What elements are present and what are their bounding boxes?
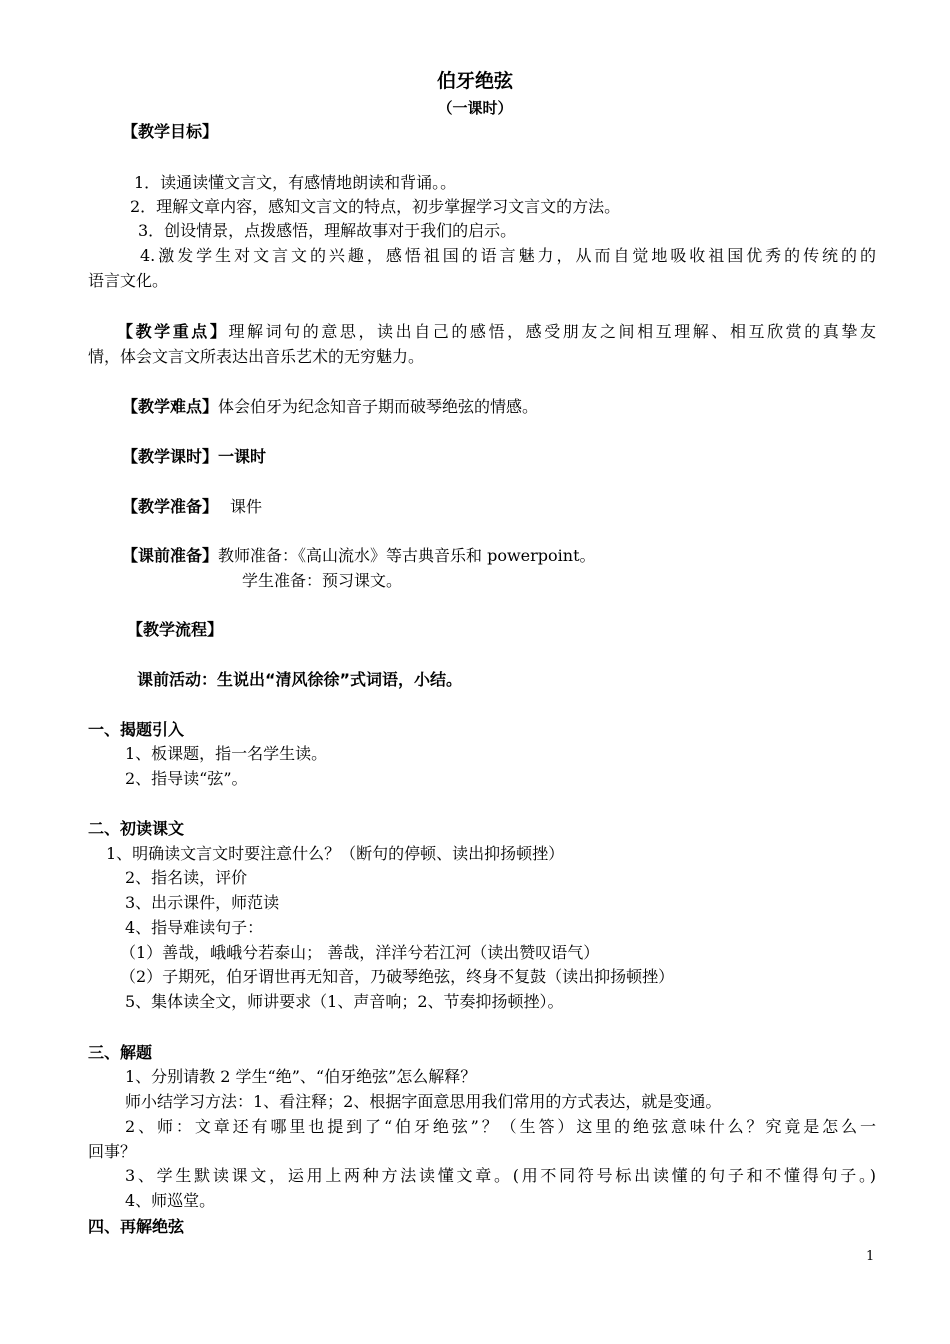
document-subtitle: （一课时） xyxy=(437,99,513,117)
goals-heading: 【教学目标】 xyxy=(122,122,219,141)
difficulty-heading: 【教学难点】 xyxy=(122,397,219,416)
key-points-line xyxy=(117,321,876,343)
list-item: 师小结学习方法：1、看注释；2、根据字面意思用我们常用的方式表达，就是变通。 xyxy=(125,1092,722,1111)
list-item: 1、分别请教 2 学生“绝”、“伯牙绝弦”怎么解释？ xyxy=(125,1067,477,1086)
list-item-continued: 回事？ xyxy=(88,1142,137,1161)
section-heading: 四、再解绝弦 xyxy=(88,1217,185,1236)
hours-text: 一课时 xyxy=(218,447,267,466)
hours-heading: 【教学课时】 xyxy=(122,447,219,466)
list-item: 4、师巡堂。 xyxy=(125,1191,216,1210)
key-points-text-continued: 情，体会文言文所表达出音乐艺术的无穷魅力。 xyxy=(88,347,425,366)
list-item: 5、集体读全文，师讲要求（1、声音响；2、节奏抑扬顿挫）。 xyxy=(125,992,564,1011)
flow-heading: 【教学流程】 xyxy=(127,620,224,639)
goal-item: 3．创设情景，点拨感悟，理解故事对于我们的启示。 xyxy=(138,221,517,240)
list-item: 2、指导读“弦”。 xyxy=(125,769,248,788)
list-item: 3、出示课件，师范读 xyxy=(125,893,280,912)
list-item: 1、明确读文言文时要注意什么？（断句的停顿、读出抑扬顿挫） xyxy=(106,844,565,863)
goal-item: 2．理解文章内容，感知文言文的特点，初步掌握学习文言文的方法。 xyxy=(130,197,621,216)
goal-item: 1．读通读懂文言文，有感情地朗读和背诵。。 xyxy=(134,173,457,192)
preparation-line xyxy=(122,496,262,518)
list-item: 3、学生默读课文，运用上两种方法读懂文章。(用不同符号标出读懂的句子和不懂得句子。) xyxy=(125,1166,876,1185)
goal-item-continued: 语言文化。 xyxy=(88,271,169,290)
list-item: （1）善哉，峨峨兮若泰山； 善哉，洋洋兮若江河（读出赞叹语气） xyxy=(120,943,600,962)
pre-class-activity: 课前活动：生说出“清风徐徐”式词语，小结。 xyxy=(137,670,463,689)
preparation-text: 课件 xyxy=(230,497,263,516)
section-heading: 一、揭题引入 xyxy=(88,720,185,739)
pre-class-teacher: 教师准备：《高山流水》等古典音乐和 powerpoint。 xyxy=(218,546,596,565)
section-heading: 二、初读课文 xyxy=(88,819,185,838)
difficulty-text: 体会伯牙为纪念知音子期而破琴绝弦的情感。 xyxy=(218,397,539,416)
goal-item: 4.激发学生对文言文的兴趣，感悟祖国的语言魅力，从而自觉地吸收祖国优秀的传统的的 xyxy=(140,246,876,265)
list-item: 1、板课题，指一名学生读。 xyxy=(125,744,328,763)
pre-class-heading: 【课前准备】 xyxy=(122,546,219,565)
pre-class-line xyxy=(122,545,596,567)
preparation-heading: 【教学准备】 xyxy=(122,497,219,516)
difficulty-line xyxy=(122,396,538,418)
section-heading: 三、解题 xyxy=(88,1043,153,1062)
list-item: 2、师：文章还有哪里也提到了“伯牙绝弦”？（生答）这里的绝弦意味什么？究竟是怎么一 xyxy=(125,1117,876,1136)
list-item: 4、指导难读句子： xyxy=(125,918,264,937)
pre-class-student: 学生准备：预习课文。 xyxy=(242,571,403,590)
document-title: 伯牙绝弦 xyxy=(436,70,513,92)
key-points-text: 理解词句的意思，读出自己的感悟，感受朋友之间相互理解、相互欣赏的真挚友 xyxy=(228,322,876,341)
list-item: 2、指名读，评价 xyxy=(125,868,248,887)
key-points-heading: 【教学重点】 xyxy=(117,322,229,341)
hours-line xyxy=(122,446,266,468)
page-number: 1 xyxy=(866,1249,875,1264)
list-item: （2）子期死，伯牙谓世再无知音，乃破琴绝弦，终身不复鼓（读出抑扬顿挫） xyxy=(120,967,675,986)
